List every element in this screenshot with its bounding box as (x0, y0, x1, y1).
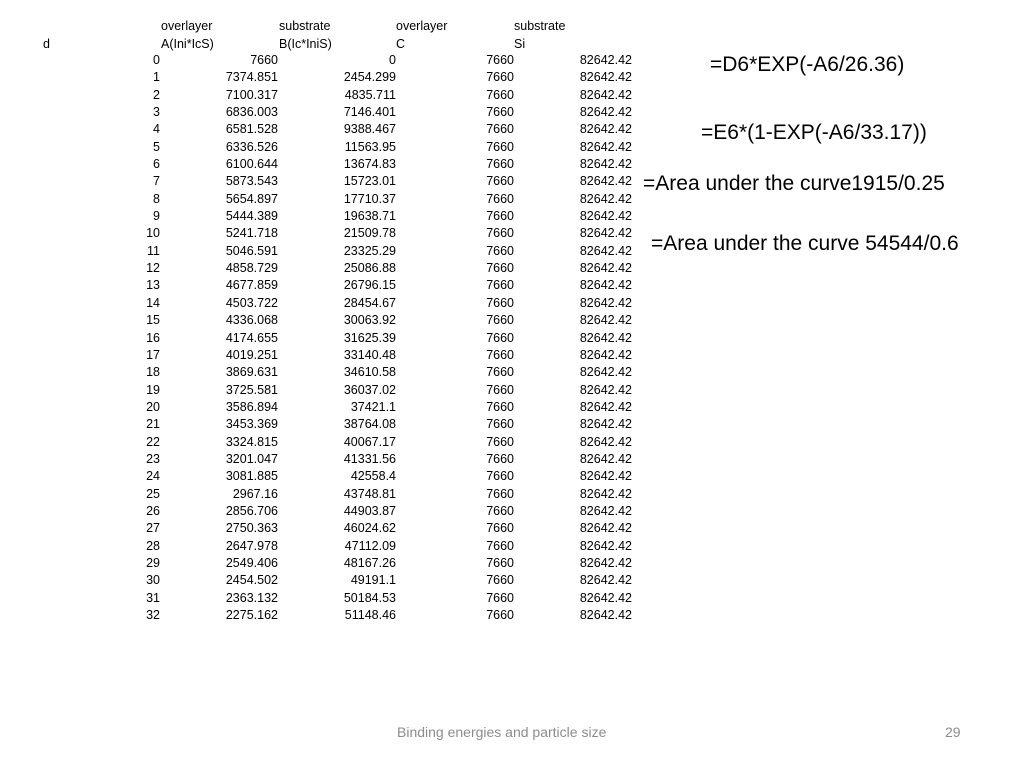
cell-a: 3453.369 (225, 417, 278, 432)
cell-b: 17710.37 (343, 191, 396, 206)
table-row (0, 191, 640, 208)
cell-si: 82642.42 (579, 434, 632, 449)
table-row (0, 312, 640, 329)
cell-c: 7660 (486, 330, 514, 345)
table-row (0, 225, 640, 242)
cell-b: 44903.87 (343, 503, 396, 518)
table-row (0, 330, 640, 347)
cell-b: 9388.467 (343, 122, 396, 137)
cell-d: 16 (146, 330, 160, 345)
cell-si: 82642.42 (579, 243, 632, 258)
table-row (0, 295, 640, 312)
cell-c: 7660 (486, 278, 514, 293)
table-row (0, 173, 640, 190)
header-b-line1: substrate (279, 19, 331, 33)
cell-b: 19638.71 (343, 209, 396, 224)
cell-b: 2454.299 (343, 70, 396, 85)
cell-c: 7660 (486, 521, 514, 536)
cell-b: 46024.62 (343, 521, 396, 536)
cell-b: 37421.1 (350, 399, 396, 414)
cell-a: 6100.644 (225, 157, 278, 172)
cell-b: 15723.01 (343, 174, 396, 189)
cell-a: 6581.528 (225, 122, 278, 137)
cell-si: 82642.42 (579, 70, 632, 85)
cell-a: 3725.581 (225, 382, 278, 397)
table-row (0, 382, 640, 399)
cell-b: 47112.09 (344, 538, 396, 553)
cell-d: 13 (146, 278, 160, 293)
cell-b: 13674.83 (343, 157, 396, 172)
cell-d: 11 (147, 243, 160, 258)
cell-a: 3869.631 (225, 365, 278, 380)
table-row (0, 520, 640, 537)
cell-si: 82642.42 (579, 174, 632, 189)
table-row (0, 243, 640, 260)
table-row (0, 139, 640, 156)
cell-b: 50184.53 (343, 590, 396, 605)
page-number: 29 (945, 724, 961, 740)
cell-d: 5 (153, 139, 160, 154)
table-row (0, 52, 640, 69)
cell-c: 7660 (486, 538, 514, 553)
cell-d: 29 (146, 555, 160, 570)
cell-c: 7660 (486, 209, 514, 224)
cell-d: 27 (146, 521, 160, 536)
cell-b: 7146.401 (343, 105, 396, 120)
cell-c: 7660 (486, 608, 514, 622)
cell-d: 25 (146, 486, 160, 501)
cell-a: 4858.729 (225, 261, 278, 276)
cell-si: 82642.42 (579, 486, 632, 501)
cell-d: 32 (146, 608, 160, 622)
cell-c: 7660 (486, 191, 514, 206)
cell-b: 21509.78 (343, 226, 396, 241)
cell-si: 82642.42 (579, 226, 632, 241)
cell-a: 7374.851 (225, 70, 278, 85)
formula-area-overlayer: =Area under the curve1915/0.25 (643, 172, 945, 195)
cell-si: 82642.42 (579, 53, 632, 67)
cell-c: 7660 (486, 382, 514, 397)
cell-a: 2750.363 (225, 521, 278, 536)
cell-b: 48167.26 (343, 555, 396, 570)
cell-d: 17 (146, 347, 160, 362)
cell-a: 2363.132 (225, 590, 278, 605)
cell-si: 82642.42 (579, 261, 632, 276)
table-row (0, 87, 640, 104)
cell-si: 82642.42 (579, 122, 632, 137)
header-si-line1: substrate (514, 19, 566, 33)
cell-a: 3081.885 (225, 469, 278, 484)
cell-d: 26 (146, 503, 160, 518)
cell-a: 5654.897 (225, 191, 278, 206)
table-row (0, 208, 640, 225)
cell-si: 82642.42 (579, 555, 632, 570)
table-row (0, 607, 640, 624)
cell-a: 4019.251 (225, 347, 278, 362)
cell-d: 8 (153, 191, 160, 206)
cell-a: 3586.894 (225, 399, 278, 414)
cell-c: 7660 (486, 434, 514, 449)
cell-d: 28 (146, 538, 160, 553)
cell-d: 20 (146, 399, 160, 414)
cell-si: 82642.42 (579, 105, 632, 120)
table-row (0, 156, 640, 173)
cell-a: 3324.815 (225, 434, 278, 449)
formula-area-substrate: =Area under the curve 54544/0.6 (651, 232, 959, 255)
cell-si: 82642.42 (579, 139, 632, 154)
cell-d: 23 (146, 451, 160, 466)
cell-c: 7660 (486, 573, 514, 588)
cell-si: 82642.42 (579, 313, 632, 328)
cell-si: 82642.42 (579, 503, 632, 518)
cell-c: 7660 (486, 157, 514, 172)
cell-si: 82642.42 (579, 573, 632, 588)
cell-d: 9 (153, 209, 160, 224)
cell-b: 11563.95 (344, 139, 396, 154)
cell-a: 7100.317 (225, 87, 278, 102)
cell-a: 2454.502 (225, 573, 278, 588)
table-row (0, 260, 640, 277)
header-si-line2: Si (514, 37, 526, 51)
cell-d: 31 (146, 590, 160, 605)
cell-c: 7660 (486, 295, 514, 310)
cell-b: 28454.67 (343, 295, 396, 310)
table-row (0, 503, 640, 520)
cell-c: 7660 (486, 87, 514, 102)
cell-c: 7660 (486, 503, 514, 518)
cell-a: 4174.655 (225, 330, 278, 345)
table-row (0, 399, 640, 416)
footer-title: Binding energies and particle size (397, 724, 607, 740)
formula-overlayer: =D6*EXP(-A6/26.36) (710, 53, 905, 76)
cell-d: 2 (153, 87, 160, 102)
cell-a: 5241.718 (225, 226, 278, 241)
cell-d: 4 (153, 122, 160, 137)
cell-a: 2967.16 (232, 486, 278, 501)
cell-b: 33140.48 (343, 347, 396, 362)
table-row (0, 364, 640, 381)
table-row (0, 555, 640, 572)
header-c-line1: overlayer (396, 19, 448, 33)
table-row (0, 434, 640, 451)
cell-b: 31625.39 (343, 330, 396, 345)
table-row (0, 538, 640, 555)
cell-c: 7660 (486, 105, 514, 120)
cell-b: 43748.81 (343, 486, 396, 501)
table-row (0, 468, 640, 485)
cell-c: 7660 (486, 347, 514, 362)
cell-c: 7660 (486, 313, 514, 328)
cell-si: 82642.42 (579, 191, 632, 206)
header-c-line2: C (396, 37, 406, 51)
table-row (0, 121, 640, 138)
cell-a: 2856.706 (225, 503, 278, 518)
header-a-line1: overlayer (161, 19, 213, 33)
table-row (0, 416, 640, 433)
cell-a: 4503.722 (225, 295, 278, 310)
cell-si: 82642.42 (579, 469, 632, 484)
cell-b: 49191.1 (350, 573, 396, 588)
cell-c: 7660 (486, 70, 514, 85)
cell-si: 82642.42 (579, 295, 632, 310)
cell-c: 7660 (486, 399, 514, 414)
cell-a: 2647.978 (225, 538, 278, 553)
cell-d: 6 (153, 157, 160, 172)
cell-si: 82642.42 (579, 157, 632, 172)
cell-d: 0 (153, 53, 160, 67)
cell-b: 34610.58 (343, 365, 396, 380)
cell-b: 41331.56 (343, 451, 396, 466)
table-row (0, 486, 640, 503)
cell-a: 2275.162 (225, 608, 278, 622)
cell-si: 82642.42 (579, 608, 632, 622)
cell-c: 7660 (486, 486, 514, 501)
cell-b: 25086.88 (343, 261, 396, 276)
cell-c: 7660 (486, 122, 514, 137)
header-b-line2: B(Ic*IniS) (279, 37, 332, 51)
cell-d: 21 (146, 417, 160, 432)
cell-a: 4336.068 (225, 313, 278, 328)
cell-c: 7660 (486, 451, 514, 466)
cell-si: 82642.42 (579, 330, 632, 345)
cell-a: 6336.526 (225, 139, 278, 154)
cell-d: 10 (146, 226, 160, 241)
cell-si: 82642.42 (579, 347, 632, 362)
cell-d: 24 (146, 469, 160, 484)
cell-b: 4835.711 (344, 87, 396, 102)
table-row (0, 451, 640, 468)
cell-b: 40067.17 (343, 434, 396, 449)
cell-si: 82642.42 (579, 417, 632, 432)
cell-d: 15 (146, 313, 160, 328)
table-row (0, 277, 640, 294)
cell-b: 38764.08 (343, 417, 396, 432)
cell-b: 30063.92 (343, 313, 396, 328)
cell-b: 36037.02 (343, 382, 396, 397)
cell-si: 82642.42 (579, 451, 632, 466)
cell-si: 82642.42 (579, 365, 632, 380)
cell-d: 1 (153, 70, 160, 85)
cell-b: 42558.4 (350, 469, 396, 484)
cell-d: 19 (146, 382, 160, 397)
cell-a: 5046.591 (225, 243, 278, 258)
cell-a: 3201.047 (225, 451, 278, 466)
cell-si: 82642.42 (579, 209, 632, 224)
cell-c: 7660 (486, 174, 514, 189)
table-row (0, 572, 640, 589)
cell-a: 4677.859 (225, 278, 278, 293)
cell-c: 7660 (486, 261, 514, 276)
cell-a: 2549.406 (225, 555, 278, 570)
cell-d: 30 (146, 573, 160, 588)
cell-c: 7660 (486, 469, 514, 484)
cell-a: 7660 (250, 53, 278, 67)
header-a-line2: A(Ini*IcS) (161, 37, 214, 51)
cell-d: 3 (153, 105, 160, 120)
cell-b: 26796.15 (343, 278, 396, 293)
cell-si: 82642.42 (579, 521, 632, 536)
cell-d: 12 (146, 261, 160, 276)
cell-a: 5873.543 (225, 174, 278, 189)
cell-si: 82642.42 (579, 590, 632, 605)
cell-d: 7 (153, 174, 160, 189)
cell-a: 5444.389 (225, 209, 278, 224)
data-table (0, 52, 640, 624)
table-row (0, 104, 640, 121)
table-row (0, 347, 640, 364)
cell-d: 22 (146, 434, 160, 449)
cell-si: 82642.42 (579, 87, 632, 102)
cell-a: 6836.003 (225, 105, 278, 120)
formula-substrate: =E6*(1-EXP(-A6/33.17)) (701, 121, 927, 144)
cell-c: 7660 (486, 555, 514, 570)
cell-c: 7660 (486, 226, 514, 241)
cell-b: 23325.29 (343, 243, 396, 258)
cell-b: 51148.46 (344, 608, 396, 622)
cell-c: 7660 (486, 139, 514, 154)
header-d: d (43, 37, 50, 51)
cell-c: 7660 (486, 417, 514, 432)
cell-si: 82642.42 (579, 382, 632, 397)
cell-d: 14 (146, 295, 160, 310)
cell-c: 7660 (486, 243, 514, 258)
table-row (0, 590, 640, 607)
cell-si: 82642.42 (579, 538, 632, 553)
cell-b: 0 (389, 53, 396, 67)
cell-si: 82642.42 (579, 278, 632, 293)
cell-c: 7660 (486, 53, 514, 67)
cell-c: 7660 (486, 365, 514, 380)
cell-si: 82642.42 (579, 399, 632, 414)
table-row (0, 69, 640, 86)
cell-c: 7660 (486, 590, 514, 605)
cell-d: 18 (146, 365, 160, 380)
